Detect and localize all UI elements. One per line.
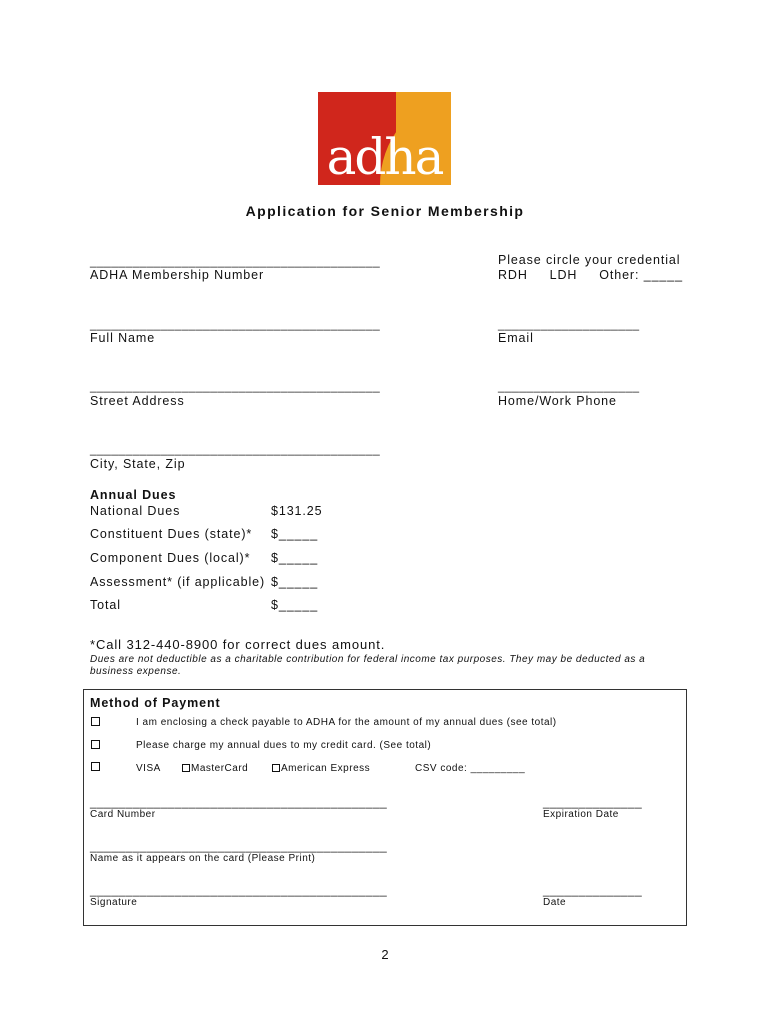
credential-prompt: Please circle your credential xyxy=(498,253,681,267)
logo-wordmark: adha xyxy=(326,128,443,185)
dues-row-label: Assessment* (if applicable) xyxy=(90,575,266,589)
dues-disclaimer-line2: business expense. xyxy=(90,666,182,677)
name-on-card-line[interactable]: __________________________________________ xyxy=(90,839,388,853)
dues-row-label: Constituent Dues (state)* xyxy=(90,527,253,541)
date-line[interactable]: ______________ xyxy=(543,883,643,897)
membership-number-label: ADHA Membership Number xyxy=(90,268,265,282)
phone-line[interactable]: ____________________ xyxy=(498,379,640,393)
signature-line[interactable]: __________________________________________ xyxy=(90,883,388,897)
dues-row-label: National Dues xyxy=(90,504,181,518)
dues-row-value[interactable]: $_____ xyxy=(271,527,319,541)
credit-card-option-label: Please charge my annual dues to my credit card. (See total) xyxy=(136,740,432,751)
city-state-zip-label: City, State, Zip xyxy=(90,457,186,471)
name-on-card-label: Name as it appears on the card (Please Print) xyxy=(90,853,316,864)
mastercard-checkbox[interactable] xyxy=(182,764,190,772)
membership-number-line[interactable]: _________________________________________ xyxy=(90,254,381,268)
page-title: Application for Senior Membership xyxy=(245,203,525,219)
dues-row-label: Component Dues (local)* xyxy=(90,551,251,565)
expiration-line[interactable]: ______________ xyxy=(543,795,643,809)
dues-row-value: $131.25 xyxy=(271,504,323,518)
annual-dues-heading: Annual Dues xyxy=(90,488,177,502)
street-address-label: Street Address xyxy=(90,394,185,408)
amex-checkbox[interactable] xyxy=(272,764,280,772)
visa-label: VISA xyxy=(136,763,161,774)
dues-row-value[interactable]: $_____ xyxy=(271,575,319,589)
dues-disclaimer-line1: Dues are not deductible as a charitable contribution for federal income tax purposes. They may be deducted as a xyxy=(90,654,646,665)
city-state-zip-line[interactable]: _________________________________________ xyxy=(90,442,381,456)
email-line[interactable]: ____________________ xyxy=(498,317,640,331)
csv-code-field[interactable]: CSV code: _________ xyxy=(415,763,526,774)
full-name-label: Full Name xyxy=(90,331,156,345)
mastercard-label: MasterCard xyxy=(191,763,249,774)
date-label: Date xyxy=(543,897,567,908)
card-number-label: Card Number xyxy=(90,809,156,820)
credit-card-checkbox[interactable] xyxy=(91,740,100,749)
check-checkbox[interactable] xyxy=(91,717,100,726)
dues-row-value[interactable]: $_____ xyxy=(271,551,319,565)
dues-row-value[interactable]: $_____ xyxy=(271,598,319,612)
card-number-line[interactable]: __________________________________________ xyxy=(90,795,388,809)
amex-label: American Express xyxy=(281,763,371,774)
check-option-label: I am enclosing a check payable to ADHA for the amount of my annual dues (see total) xyxy=(136,717,557,728)
signature-label: Signature xyxy=(90,897,138,908)
dues-call-note: *Call 312-440-8900 for correct dues amount. xyxy=(90,637,386,652)
page-number: 2 xyxy=(381,947,389,962)
street-address-line[interactable]: _________________________________________ xyxy=(90,379,381,393)
expiration-label: Expiration Date xyxy=(543,809,619,820)
adha-logo xyxy=(318,92,451,185)
payment-heading: Method of Payment xyxy=(90,696,221,710)
phone-label: Home/Work Phone xyxy=(498,394,617,408)
full-name-line[interactable]: _________________________________________ xyxy=(90,317,381,331)
email-label: Email xyxy=(498,331,534,345)
credential-options[interactable]: RDH LDH Other: _____ xyxy=(498,268,683,282)
card-type-checkbox[interactable] xyxy=(91,762,100,771)
dues-row-label: Total xyxy=(90,598,121,612)
